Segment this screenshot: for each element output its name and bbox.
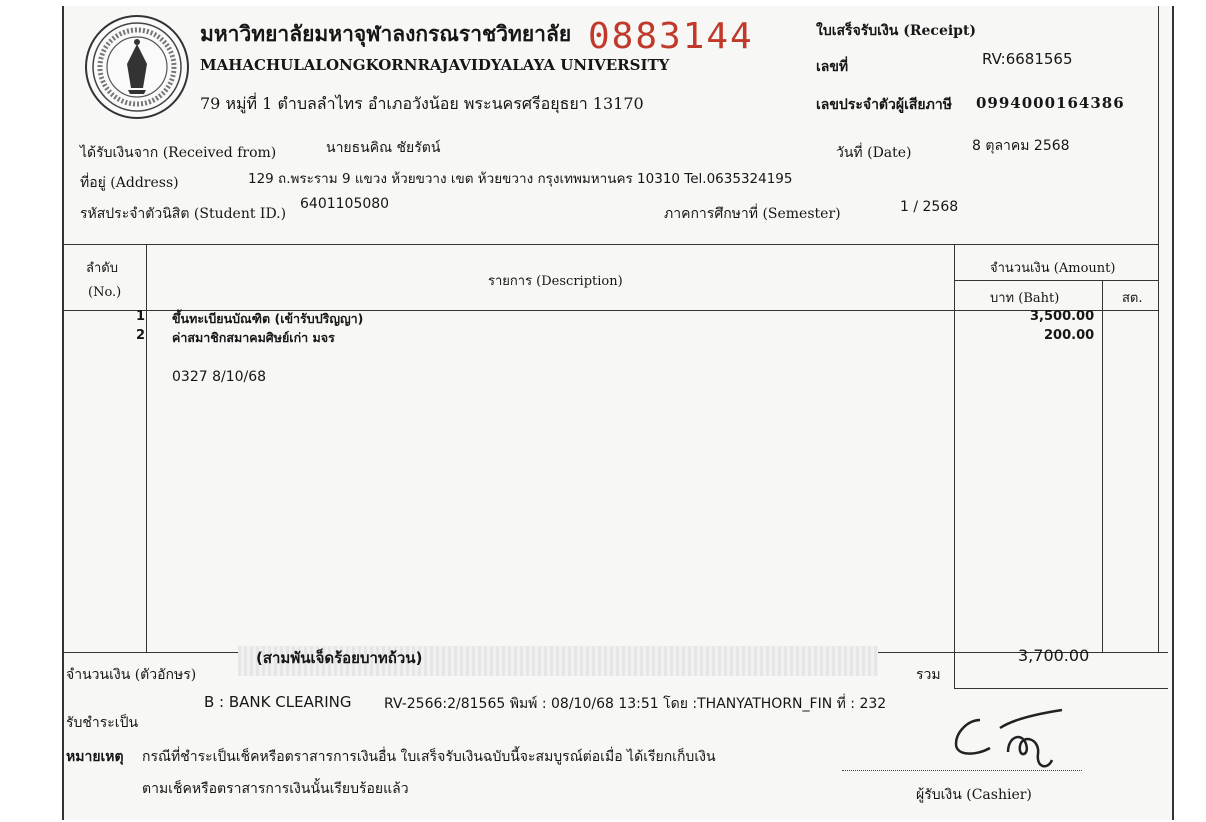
description-header: รายการ (Description) <box>488 274 623 289</box>
receipt-number-value: RV:6681565 <box>982 50 1073 68</box>
row-2-amount: 200.00 <box>1044 328 1095 343</box>
receipt-number-label: เลขที่ <box>816 59 849 75</box>
cashier-signature <box>950 706 1070 776</box>
amount-words-label: จำนวนเงิน (ตัวอักษร) <box>66 667 197 683</box>
satang-header: สต. <box>1122 291 1143 306</box>
university-name-english: MAHACHULALONGKORNRAJAVIDYALAYA UNIVERSITY <box>200 56 670 74</box>
table-top-border <box>62 244 1158 245</box>
address-label: ที่อยู่ (Address) <box>80 175 179 191</box>
remark-line-2: ตามเช็คหรือตราสารการเงินนั้นเรียบร้อยแล้ว <box>142 781 409 797</box>
received-from-value: นายธนคิณ ชัยรัตน์ <box>326 140 441 156</box>
receipt-serial-number: 0883144 <box>588 16 754 57</box>
university-seal-icon <box>84 14 190 120</box>
no-header-english: (No.) <box>88 285 122 300</box>
semester-label: ภาคการศึกษาที่ (Semester) <box>664 206 841 222</box>
row-2-description: ค่าสมาชิกสมาคมศิษย์เก่า มจร <box>172 330 335 345</box>
payment-method-value: B : BANK CLEARING <box>204 693 352 711</box>
amount-column-divider <box>954 244 955 688</box>
row-2-number: 2 <box>136 328 146 343</box>
amount-words-value: (สามพันเจ็ดร้อยบาทถ้วน) <box>256 649 423 667</box>
receipt-title: ใบเสร็จรับเงิน (Receipt) <box>816 23 977 39</box>
total-row-bottom-border <box>954 688 1168 689</box>
amount-header: จำนวนเงิน (Amount) <box>990 261 1116 276</box>
satang-column-divider <box>1102 280 1103 652</box>
semester-value: 1 / 2568 <box>900 199 959 215</box>
row-1-number: 1 <box>136 309 146 324</box>
table-note: 0327 8/10/68 <box>172 369 267 385</box>
row-1-amount: 3,500.00 <box>1030 309 1095 324</box>
remark-line-1: กรณีที่ชำระเป็นเช็คหรือตราสารการเงินอื่น ใบเสร็จรับเงินฉบับนี้จะสมบูรณ์ต่อเมื่อ ได้เรียกเก็บเงิน <box>142 749 716 765</box>
university-name-thai: มหาวิทยาลัยมหาจุฬาลงกรณราชวิทยาลัย <box>200 21 572 46</box>
university-address: 79 หมู่ที่ 1 ตำบลลำไทร อำเภอวังน้อย พระนครศรีอยุธยา 13170 <box>200 94 644 113</box>
address-value: 129 ถ.พระราม 9 แขวง ห้วยขวาง เขต ห้วยขวาง กรุงเทพมหานคร 10310 Tel.0635324195 <box>248 171 793 187</box>
amount-subheader-border <box>954 280 1158 281</box>
remark-label: หมายเหตุ <box>66 749 124 765</box>
total-label: รวม <box>916 667 941 683</box>
row-1-description: ขึ้นทะเบียนบัณฑิต (เข้ารับปริญญา) <box>172 311 364 326</box>
tax-id-value: 0994000164386 <box>976 94 1125 112</box>
baht-header: บาท (Baht) <box>990 291 1060 306</box>
table-right-border <box>1158 6 1159 652</box>
cashier-signature-line <box>842 770 1082 771</box>
no-column-divider <box>146 244 147 652</box>
cashier-label: ผู้รับเงิน (Cashier) <box>916 787 1032 803</box>
student-id-value: 6401105080 <box>300 196 390 212</box>
tax-id-label: เลขประจำตัวผู้เสียภาษี <box>816 97 952 113</box>
total-value: 3,700.00 <box>1018 646 1090 665</box>
date-label: วันที่ (Date) <box>836 145 912 161</box>
date-value: 8 ตุลาคม 2568 <box>972 138 1070 154</box>
received-from-label: ได้รับเงินจาก (Received from) <box>80 145 277 161</box>
no-header-thai: ลำดับ <box>86 261 118 276</box>
student-id-label: รหัสประจำตัวนิสิต (Student ID.) <box>80 206 287 222</box>
payment-method-label: รับชำระเป็น <box>66 715 139 731</box>
print-info: RV-2566:2/81565 พิมพ์ : 08/10/68 13:51 โดย :THANYATHORN_FIN ที่ : 232 <box>384 696 887 712</box>
